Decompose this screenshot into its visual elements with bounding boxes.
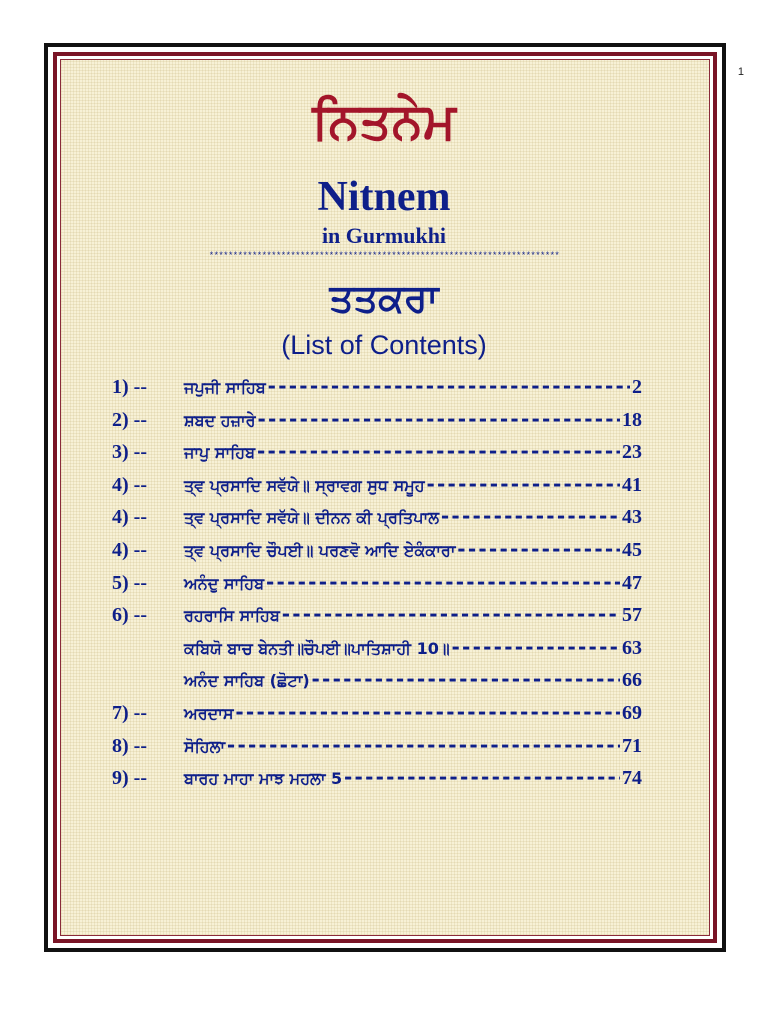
toc-number: 7) -- bbox=[112, 701, 147, 724]
toc-title: ਜਪੁਜੀ ਸਾਹਿਬ bbox=[184, 378, 266, 397]
toc-title: ਅਰਦਾਸ bbox=[184, 703, 234, 723]
toc-row[interactable] bbox=[112, 474, 642, 507]
toc-page: 63 bbox=[622, 636, 642, 659]
toc-number: 9) -- bbox=[112, 767, 147, 790]
toc-number: 4) -- bbox=[112, 506, 147, 529]
toc-row[interactable] bbox=[112, 767, 642, 800]
toc-leader bbox=[234, 702, 620, 722]
toc-title: ਅਨੰਦ ਸਾਹਿਬ (ਛੋਟਾ) bbox=[184, 671, 310, 691]
toc-leader bbox=[439, 506, 620, 526]
toc-title: ਸੋਹਿਲਾ bbox=[184, 736, 226, 756]
toc-row[interactable] bbox=[112, 669, 642, 702]
toc-number: 3) -- bbox=[112, 441, 147, 464]
toc-page: 71 bbox=[622, 734, 642, 757]
toc-row[interactable] bbox=[112, 409, 642, 442]
toc-title: ਤ੍ਵ ਪ੍ਰਸਾਦਿ ਚੌਪਈ॥ ਪਰਣਵੋ ਆਦਿ ਏਕੰਕਾਰਾ bbox=[184, 540, 456, 560]
star-divider: ************************************************************************* bbox=[208, 251, 560, 261]
toc-leader bbox=[264, 572, 620, 592]
toc-row[interactable] bbox=[112, 376, 642, 409]
toc-page: 74 bbox=[622, 767, 642, 790]
toc-leader bbox=[280, 604, 620, 624]
toc-page: 45 bbox=[622, 538, 642, 561]
toc-row[interactable] bbox=[112, 506, 642, 539]
toc-title: ਅਨੰਦੁ ਸਾਹਿਬ bbox=[184, 573, 265, 593]
contents-heading-gurmukhi: ਤਤਕਰਾ bbox=[329, 276, 439, 320]
toc-row[interactable] bbox=[112, 735, 642, 768]
toc-title: ਬਾਰਹ ਮਾਹਾ ਮਾਝ ਮਹਲਾ 5 bbox=[184, 769, 343, 789]
toc-page: 69 bbox=[622, 701, 642, 724]
toc-title: ਤ੍ਵ ਪ੍ਰਸਾਦਿ ਸਵੱਯੇ॥ ਸ੍ਰਾਵਗ ਸੁਧ ਸਮੂਹ bbox=[184, 475, 425, 495]
toc-number: 4) -- bbox=[112, 473, 147, 496]
toc-page: 66 bbox=[622, 669, 642, 692]
subtitle: in Gurmukhi bbox=[321, 223, 447, 248]
toc-title: ਤ੍ਵ ਪ੍ਰਸਾਦਿ ਸਵੱਯੇ॥ ਦੀਨਨ ਕੀ ਪ੍ਰਤਿਪਾਲ bbox=[184, 508, 440, 528]
toc-title: ਸ਼ਬਦ ਹਜ਼ਾਰੇ bbox=[184, 410, 256, 430]
toc-row[interactable] bbox=[112, 702, 642, 735]
toc-row[interactable] bbox=[112, 637, 642, 670]
toc-page: 41 bbox=[622, 473, 642, 496]
toc-row[interactable] bbox=[112, 604, 642, 637]
toc-leader bbox=[225, 735, 620, 755]
toc-leader bbox=[450, 637, 620, 657]
toc-row[interactable] bbox=[112, 572, 642, 605]
page-number: 1 bbox=[737, 66, 744, 78]
toc-title: ਜਾਪੁ ਸਾਹਿਬ bbox=[184, 443, 256, 463]
toc-title: ਕਬਿਯੋ ਬਾਚ ਬੇਨਤੀ॥ਚੌਪਈ॥ਪਾਤਿਸ਼ਾਹੀ 10॥ bbox=[184, 638, 450, 658]
contents-heading-english: (List of Contents) bbox=[281, 330, 487, 360]
toc-number: 5) -- bbox=[112, 571, 147, 594]
toc-row[interactable] bbox=[112, 441, 642, 474]
toc-page: 47 bbox=[622, 571, 642, 594]
toc-page: 2 bbox=[632, 376, 642, 398]
toc-leader bbox=[256, 409, 620, 429]
toc-leader bbox=[266, 376, 630, 396]
toc-leader bbox=[310, 669, 620, 689]
table-of-contents bbox=[112, 376, 642, 800]
toc-page: 18 bbox=[622, 408, 642, 431]
toc-title: ਰਹਰਾਸਿ ਸਾਹਿਬ bbox=[184, 606, 280, 626]
toc-number: 4) -- bbox=[112, 538, 147, 561]
toc-page: 57 bbox=[622, 604, 642, 627]
toc-number: 1) -- bbox=[112, 376, 147, 398]
toc-leader bbox=[255, 441, 620, 461]
toc-leader bbox=[342, 767, 620, 787]
toc-page: 23 bbox=[622, 441, 642, 464]
toc-leader bbox=[425, 474, 620, 494]
toc-row[interactable] bbox=[112, 539, 642, 572]
toc-number: 8) -- bbox=[112, 734, 147, 757]
toc-leader bbox=[455, 539, 620, 559]
toc-number: 2) -- bbox=[112, 408, 147, 431]
title-gurmukhi: ਨਿਤਨੇਮ bbox=[312, 92, 456, 150]
toc-number: 6) -- bbox=[112, 604, 147, 627]
toc-page: 43 bbox=[622, 506, 642, 529]
title-english: Nitnem bbox=[317, 174, 451, 220]
